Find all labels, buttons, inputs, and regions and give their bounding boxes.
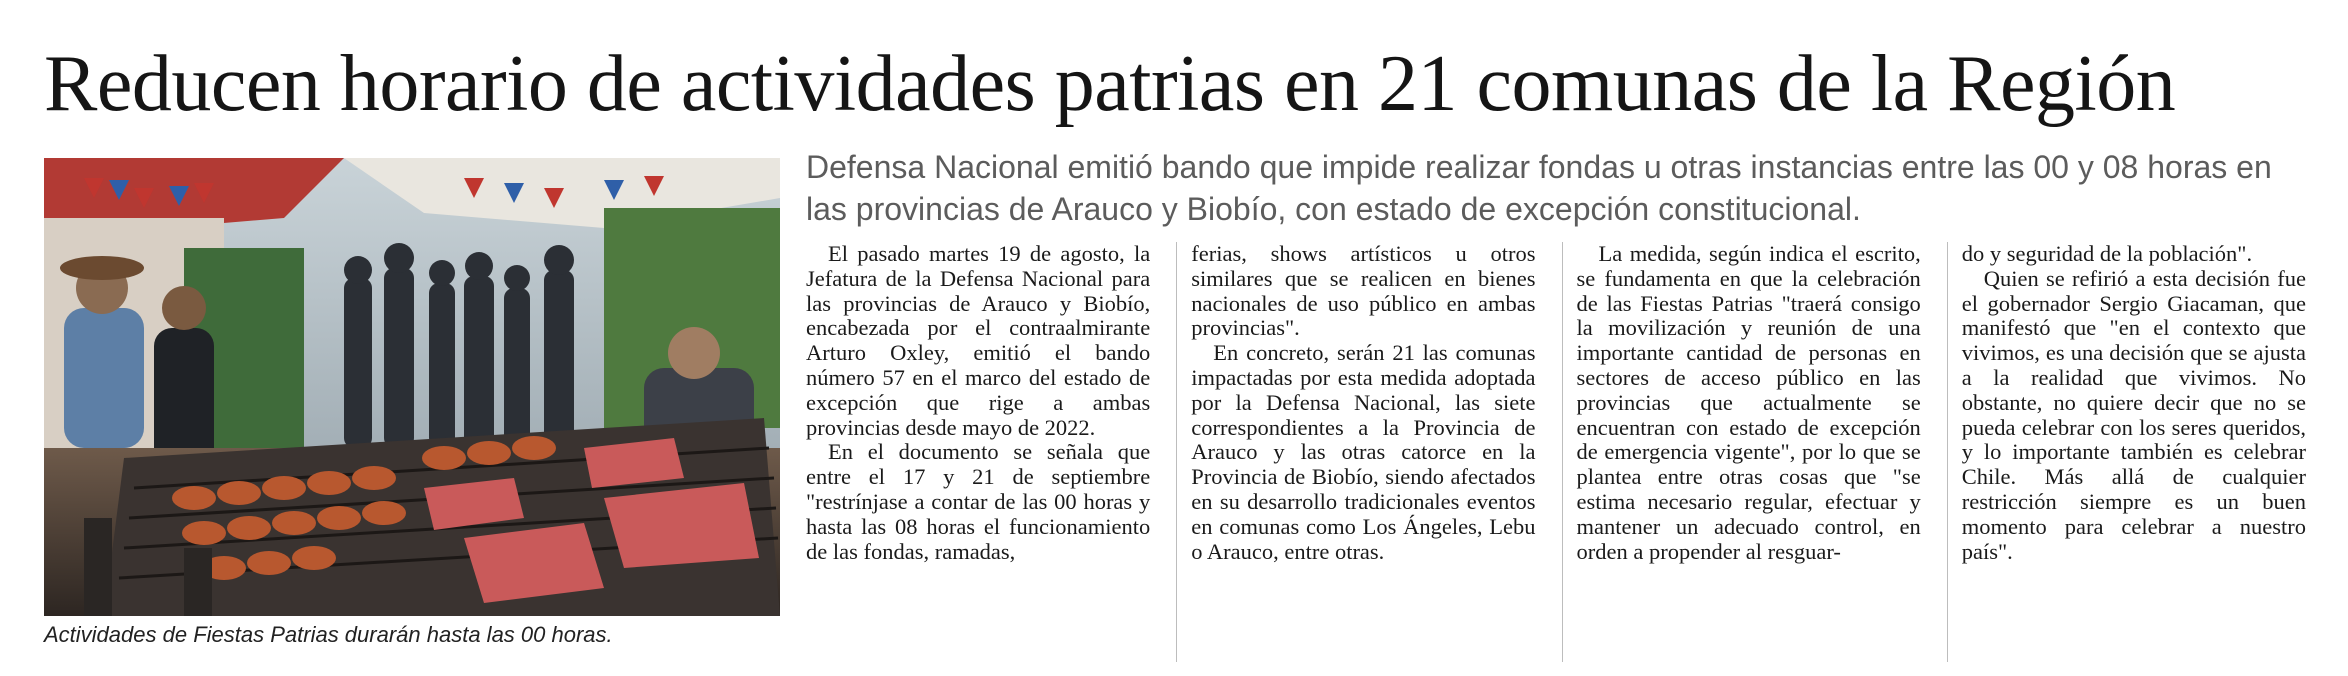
paragraph: Quien se refirió a esta decisión fue el gobernador Sergio Giacaman, que manifestó que "en el contexto que vivimos, es una decisión que se ajusta a la realidad que vivimos. No obstante, no quiere decir que no se pueda celebrar con los seres queridos, y lo importante también es celebrar Chile. Más allá de cualquier restricción siempre es un buen momento para celebrar a nuestro país".	[1961, 265, 2306, 564]
headline: Reducen horario de actividades patrias en 21 comunas de la Región	[44, 40, 2176, 128]
article-photo	[44, 158, 780, 616]
body-column-2	[1176, 242, 1535, 662]
paragraph: En concreto, serán 21 las comunas impactadas por esta medida adoptada por la Defensa Nacional, las siete correspondientes a la Provincia de Arauco y las otras catorce en la Provincia de Biobío, siendo afectados en su desarrollo tradicionales eventos en comunas como Los Ángeles, Lebu o Arauco, entre otras.	[1191, 340, 1536, 564]
paragraph: El pasado martes 19 de agosto, la Jefatura de la Defensa Nacional para las provincias de Arauco y Biobío, encabezada por el contraalmirante Arturo Oxley, emitió el bando número 57 en el marco del estado de excepción que rige a ambas provincias desde mayo de 2022.	[806, 241, 1151, 440]
barbecue-fonda-photo	[44, 158, 780, 616]
article-body	[806, 242, 2306, 662]
body-column-1	[806, 242, 1150, 662]
body-column-4	[1947, 242, 2306, 662]
paragraph: En el documento se señala que entre el 17 y 21 de septiembre "restrínjase a contar de las 00 horas y hasta las 08 horas el funcionamiento de las fondas, ramadas,	[806, 439, 1151, 564]
paragraph: La medida, según indica el escrito, se fundamenta en que la celebración de las Fiestas Patrias "traerá consigo la movilización y reunión de una importante cantidad de personas en sectores de acceso público en las provincias que actualmente se encuentran con estado de excepción de emergencia vigente", por lo que se plantea entre otras cosas que "se estima necesario regular, efectuar y mantener un adecuado control, en orden a propender al resguar-	[1576, 241, 1921, 564]
body-column-3	[1562, 242, 1921, 662]
deck-subtitle: Defensa Nacional emitió bando que impide realizar fondas u otras instancias entre las 00 y 08 horas en las provincias de Arauco y Biobío, con estado de excepción constitucional.	[806, 149, 2272, 227]
paragraph: do y seguridad de la población".	[1961, 241, 2253, 266]
paragraph: ferias, shows artísticos u otros similares que se realicen en bienes nacionales de uso público en ambas provincias".	[1191, 241, 1536, 341]
photo-caption: Actividades de Fiestas Patrias durarán hasta las 00 horas.	[44, 622, 613, 647]
